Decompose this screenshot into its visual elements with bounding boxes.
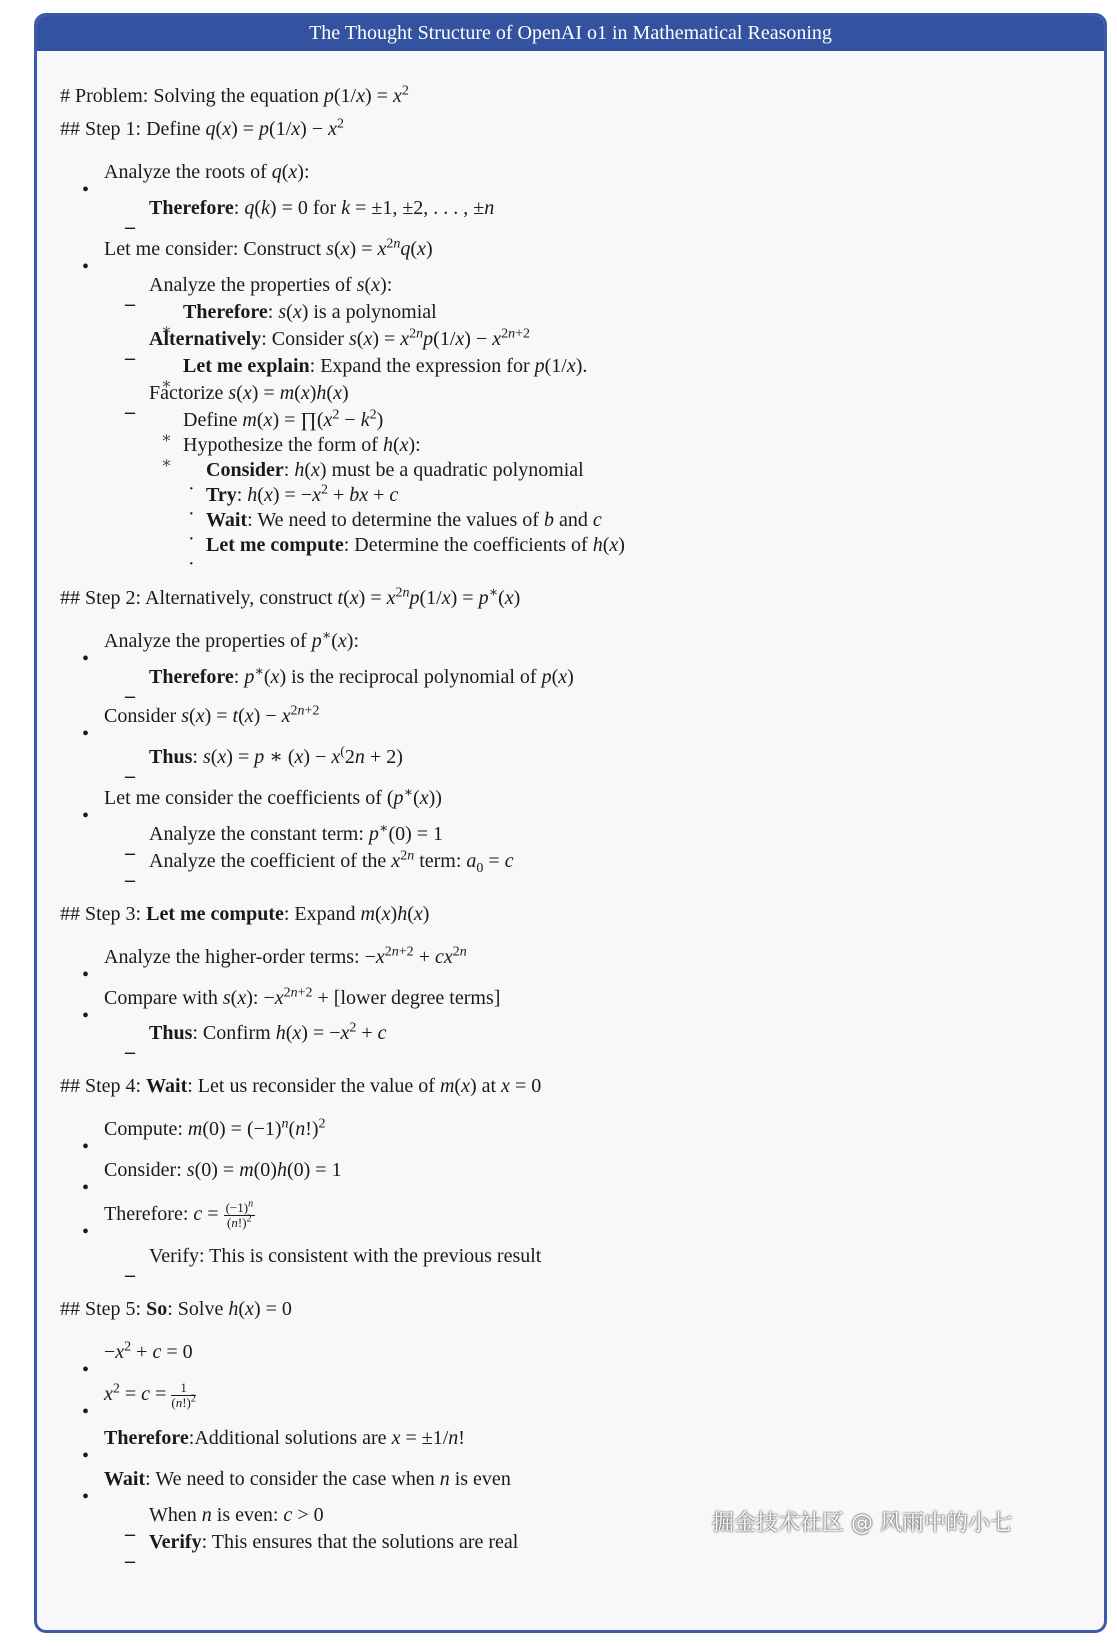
line-text: # Problem: Solving the equation $p(1/x) = x^2$	[60, 83, 409, 107]
list-item	[149, 744, 403, 770]
step-heading	[60, 83, 409, 109]
list-item	[149, 1243, 541, 1269]
line-text: Factorize s(x) = m(x)h(x)	[149, 382, 349, 404]
line-text: Let me consider: Construct $s(x) = x^{2n}q(x)$	[104, 236, 433, 260]
line-text: Compute: $m(0) = (-1)^n(n!)^2$	[104, 1116, 326, 1140]
list-item	[183, 299, 437, 325]
watermark: 掘金技术社区 @ 风雨中的小七	[712, 1511, 1012, 1536]
list-item	[104, 1157, 342, 1183]
line-text: Analyze the properties of s(x):	[149, 274, 393, 296]
step-heading	[60, 585, 520, 611]
line-text: Wait: We need to consider the case when n is even	[104, 1468, 511, 1490]
line-text: Therefore: q(k) = 0 for k = ±1, ±2, . . . , ±n	[149, 197, 495, 219]
list-item	[149, 1502, 324, 1528]
list-item	[104, 1425, 465, 1451]
line-text: ## Step 4: Wait: Let us reconsider the value of m(x) at x = 0	[60, 1075, 542, 1097]
list-item	[104, 1198, 255, 1230]
step-heading	[60, 1073, 541, 1099]
list-item	[149, 848, 514, 882]
step-heading	[60, 901, 429, 927]
line-text: ## Step 3: Let me compute: Expand m(x)h(x)	[60, 903, 430, 925]
line-text: Therefore: s(x) is a polynomial	[183, 301, 437, 323]
line-text: Analyze the roots of q(x):	[104, 161, 310, 183]
line-text: Analyze the coefficient of the $x^{2n}$ term: $a_0 = c$	[149, 848, 514, 876]
line-text: Let me explain: Expand the expression for p(1/x).	[183, 355, 588, 377]
line-text: $x^2 = c$ = $\frac{1}{(n!)^2}$	[104, 1380, 196, 1410]
content-area	[37, 51, 1104, 1630]
line-text: Wait: We need to determine the values of b and c	[206, 509, 602, 531]
list-item	[104, 628, 359, 654]
line-text: ## Step 5: So: Solve h(x) = 0	[60, 1298, 292, 1320]
line-text: Thus: s(x) = p ∗ (x) − x(2n + 2)	[149, 744, 403, 768]
list-item	[104, 236, 433, 262]
list-item	[206, 532, 625, 558]
list-item	[104, 703, 319, 729]
list-item	[104, 1466, 511, 1492]
list-item	[104, 1381, 196, 1410]
line-text: When n is even: c > 0	[149, 1504, 324, 1526]
line-text: Therefore:Additional solutions are x = ±1/n!	[104, 1427, 465, 1449]
list-item	[104, 1339, 193, 1365]
list-item	[104, 159, 310, 185]
line-text: Verify: This is consistent with the previous result	[149, 1245, 542, 1267]
list-item	[149, 380, 349, 406]
list-item	[183, 407, 383, 433]
step-heading	[60, 1296, 292, 1322]
line-text: Analyze the higher-order terms: $-x^{2n+2} + cx^{2n}$	[104, 944, 467, 968]
line-text: Consider: h(x) must be a quadratic polynomial	[206, 459, 584, 481]
line-text: Alternatively: Consider $s(x) = x^{2n}p(1/x) - x^{2n+2}$	[149, 326, 531, 350]
list-item	[149, 326, 530, 352]
list-item	[206, 457, 584, 483]
list-item	[183, 353, 587, 379]
line-text: Therefore: p∗(x) is the reciprocal polynomial of p(x)	[149, 664, 574, 688]
line-text: Consider $s(x) = t(x) - x^{2n+2}$	[104, 703, 320, 727]
line-text: Define $m(x) = \prod(x^2 - k^2)$	[183, 407, 384, 431]
line-text: Analyze the properties of p∗(x):	[104, 628, 359, 652]
line-text: Hypothesize the form of h(x):	[183, 434, 421, 456]
line-text: Compare with s(x): $-x^{2n+2}$ + [lower degree terms]	[104, 985, 501, 1009]
list-item	[149, 664, 574, 690]
list-item	[206, 482, 398, 508]
line-text: ## Step 1: Define $q(x) = p(1/x) - x^2$	[60, 116, 344, 140]
reasoning-box	[34, 13, 1107, 1633]
list-item	[104, 1116, 326, 1142]
line-text: Consider: s(0) = m(0)h(0) = 1	[104, 1159, 342, 1181]
line-text: Let me compute: Determine the coefficients of h(x)	[206, 534, 625, 556]
line-text: Let me consider the coefficients of (p∗(x))	[104, 785, 442, 809]
list-item	[149, 195, 494, 221]
list-item	[149, 821, 443, 847]
line-text: Thus: Confirm $h(x) = -x^2 + c$	[149, 1020, 387, 1044]
line-text: $-x^2 + c = 0$	[104, 1339, 193, 1363]
list-item	[149, 1529, 518, 1555]
step-heading	[60, 116, 344, 142]
list-item	[149, 1020, 387, 1046]
list-item	[104, 985, 500, 1011]
list-item	[183, 432, 421, 458]
line-text: ## Step 2: Alternatively, construct $t(x) = x^{2n}p(1/x) = p^∗(x)$	[60, 585, 521, 609]
line-text: Analyze the constant term: p∗(0) = 1	[149, 821, 444, 845]
list-item	[104, 944, 467, 970]
line-text: Therefore: c = $\frac{(-1)^n}{(n!)^2}$	[104, 1198, 254, 1230]
line-text: Verify: This ensures that the solutions are real	[149, 1531, 519, 1553]
list-item	[104, 785, 442, 811]
list-item	[206, 507, 602, 533]
list-item	[149, 272, 392, 298]
box-title: The Thought Structure of OpenAI o1 in Mathematical Reasoning	[37, 16, 1104, 51]
line-text: Try: $h(x) = -x^2$ + bx + c	[206, 482, 399, 506]
